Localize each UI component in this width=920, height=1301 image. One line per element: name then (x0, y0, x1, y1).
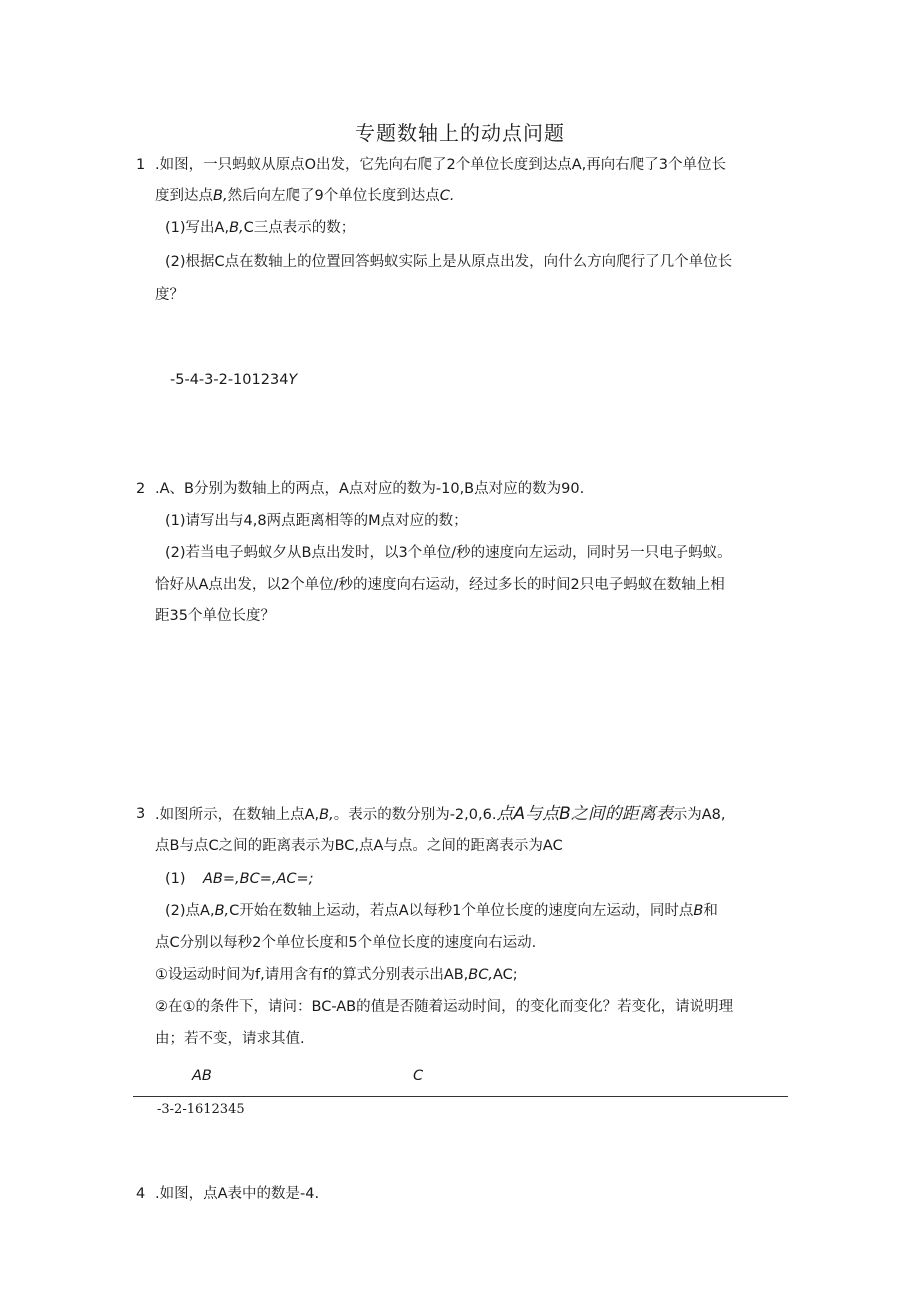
point-label-c: C (413, 1068, 424, 1084)
question-number: 2 (136, 481, 146, 497)
sub-question: (1)请写出与4,8两点距离相等的M点对应的数； (165, 513, 468, 529)
question-number: 4 (136, 1186, 146, 1202)
question-text-line: 点B与点C之间的距离表示为BC,点A与点。之间的距离表示为AC (155, 838, 563, 854)
sub-question-cont: 度？ (155, 287, 184, 303)
point-label-ab: AB (192, 1068, 212, 1084)
question-text-line: 度到达点B,然后向左爬了9个单位长度到达点C. (155, 188, 455, 204)
number-line-labels: -5-4-3-2-101234Y (170, 372, 298, 388)
sub-question: ①设运动时间为f,请用含有f的算式分别表示出AB,BC,AC; (155, 967, 518, 983)
sub-question: ②在①的条件下，请问：BC-AB的值是否随着运动时间，的变化而变化？若变化，请说明理 (155, 999, 734, 1015)
number-line (133, 1096, 788, 1097)
question-text: .如图所示，在数轴上点A,B,。表示的数分别为-2,0,6.点A与点B之间的距离表示为A8, (155, 804, 726, 824)
sub-question-cont: 恰好从A点出发，以2个单位/秒的速度向右运动，经过多长的时间2只电子蚂蚁在数轴上相 (155, 577, 725, 593)
sub-question-label: (1) (165, 871, 186, 887)
sub-question: (2)若当电子蚂蚁夕从B点出发时，以3个单位/秒的速度向左运动，同时另一只电子蚂蚁。 (165, 545, 732, 561)
sub-question: (2)根据C点在数轴上的位置回答蚂蚁实际上是从原点出发，向什么方向爬行了几个单位长 (165, 254, 733, 270)
question-text: .如图，一只蚂蚁从原点O出发，它先向右爬了2个单位长度到达点A,再向右爬了3个单位长 (155, 157, 726, 173)
sub-question: AB=,BC=,AC=; (203, 871, 314, 887)
sub-question: (1)写出A,B,C三点表示的数； (165, 220, 356, 236)
question-text: .如图，点A表中的数是-4. (155, 1186, 320, 1202)
sub-question-cont: 由；若不变，请求其值. (155, 1031, 305, 1047)
question-number: 1 (136, 157, 146, 173)
question-number: 3 (136, 806, 146, 822)
sub-question: (2)点A,B,C开始在数轴上运动，若点A以每秒1个单位长度的速度向左运动，同时点B和 (165, 903, 718, 919)
sub-question-cont: 点C分别以每秒2个单位长度和5个单位长度的速度向右运动. (155, 935, 537, 951)
number-line-labels: -3-2-1612345 (157, 1102, 245, 1117)
sub-question-cont: 距35个单位长度？ (155, 608, 275, 624)
question-text: .A、B分别为数轴上的两点，A点对应的数为-10,B点对应的数为90. (155, 481, 585, 497)
page-title: 专题数轴上的动点问题 (355, 121, 565, 145)
